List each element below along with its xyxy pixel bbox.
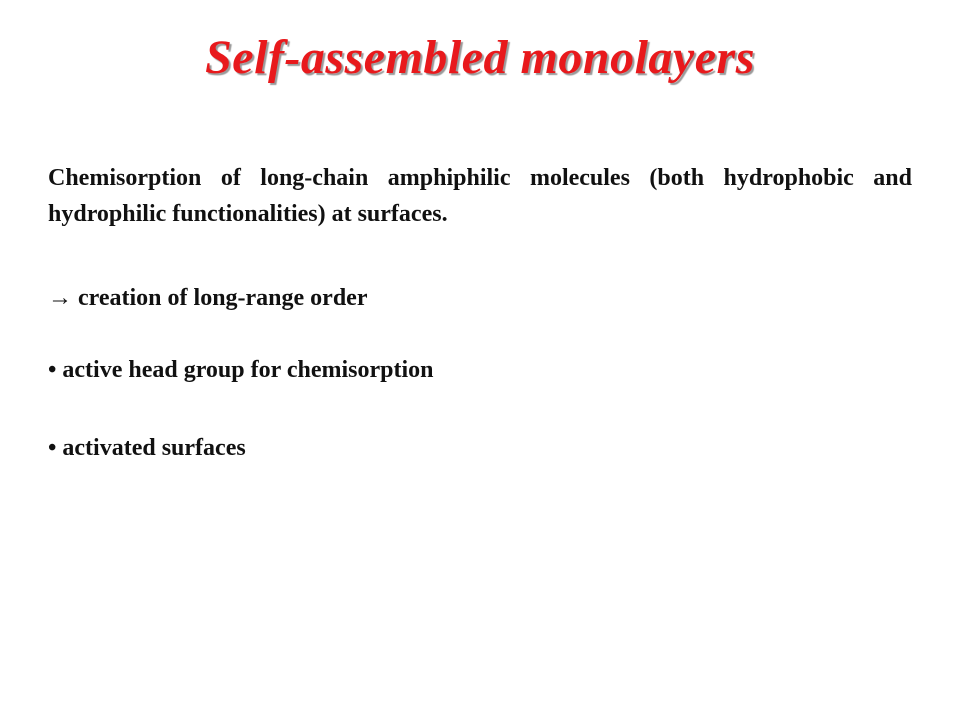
point-long-range-order: → creation of long-range order [48,285,368,311]
point-activated-surfaces: • activated surfaces [48,435,246,461]
intro-paragraph: Chemisorption of long-chain amphiphilic molecules (both hydrophobic and hydrophilic functionalities) at surfaces. [48,165,912,227]
point-active-head-group: • active head group for chemisorption [48,357,434,383]
slide-title: Self-assembled monolayers [205,31,755,84]
